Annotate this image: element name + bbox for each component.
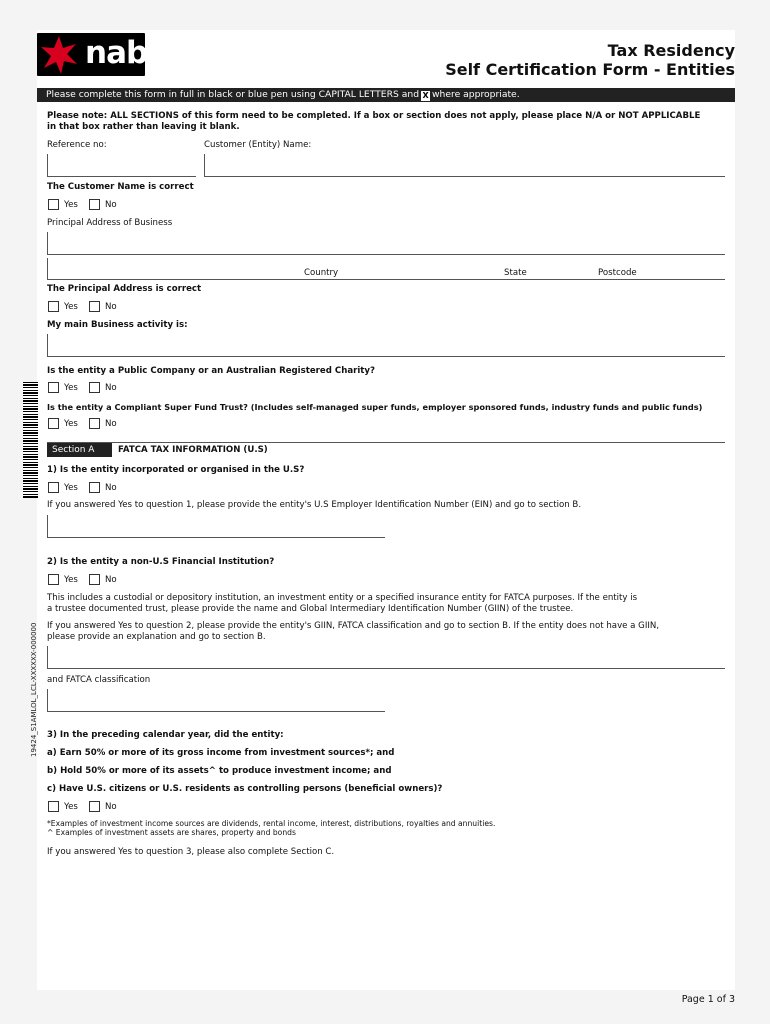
customer-name-no-checkbox[interactable]: [89, 199, 100, 210]
q2-followup-line-2: please provide an explanation and go to section B.: [47, 632, 266, 642]
state-label: State: [504, 268, 527, 278]
star-icon: [39, 35, 79, 75]
yes-label: Yes: [64, 383, 78, 393]
no-label: No: [105, 302, 117, 312]
instruction-banner: [37, 88, 735, 102]
principal-address-label: Principal Address of Business: [47, 218, 173, 228]
no-label: No: [105, 483, 117, 493]
page-number: Page 1 of 3: [681, 994, 735, 1005]
public-company-no-checkbox[interactable]: [89, 382, 100, 393]
note-line-1: Please note: ALL SECTIONS of this form need to be completed. If a box or section does not apply, please place N/A or NOT APPLICABLE: [47, 111, 701, 121]
question-1: 1) Is the entity incorporated or organised in the U.S?: [47, 465, 305, 475]
customer-name-correct-label: The Customer Name is correct: [47, 182, 194, 192]
q2-yes-checkbox[interactable]: [48, 574, 59, 585]
form-title: Tax Residency: [607, 41, 735, 60]
customer-name-yes-checkbox[interactable]: [48, 199, 59, 210]
q2-info-line-1: This includes a custodial or depository institution, an investment entity or a specified insurance entity for FATCA purposes. If the entity is: [47, 593, 638, 603]
yes-label: Yes: [64, 483, 78, 493]
yes-label: Yes: [64, 419, 78, 429]
banner-text: Please complete this form in full in black or blue pen using CAPITAL LETTERS and: [46, 89, 420, 100]
note-line-2: in that box rather than leaving it blank.: [47, 122, 240, 132]
q3-no-checkbox[interactable]: [89, 801, 100, 812]
public-company-question: Is the entity a Public Company or an Australian Registered Charity?: [47, 366, 375, 376]
no-label: No: [105, 575, 117, 585]
q1-followup-text: If you answered Yes to question 1, please provide the entity's U.S Employer Identification Number (EIN) and go to section B.: [47, 500, 582, 510]
giin-field[interactable]: [47, 646, 725, 669]
business-activity-label: My main Business activity is:: [47, 320, 188, 330]
section-a-label: Section A: [47, 443, 112, 457]
barcode: [23, 382, 38, 498]
public-company-yes-checkbox[interactable]: [48, 382, 59, 393]
form-subtitle: Self Certification Form - Entities: [445, 60, 735, 79]
yes-label: Yes: [64, 802, 78, 812]
customer-name-label: Customer (Entity) Name:: [204, 140, 312, 150]
question-3b: b) Hold 50% or more of its assets^ to produce investment income; and: [47, 766, 392, 776]
reference-field[interactable]: [47, 154, 196, 177]
super-fund-no-checkbox[interactable]: [89, 418, 100, 429]
yes-label: Yes: [64, 200, 78, 210]
question-3a: a) Earn 50% or more of its gross income from investment sources*; and: [47, 748, 395, 758]
business-activity-field[interactable]: [47, 334, 725, 357]
question-3: 3) In the preceding calendar year, did the entity:: [47, 730, 284, 740]
q2-followup-line-1: If you answered Yes to question 2, please provide the entity's GIIN, FATCA classification and go to section B. If the entity does not have a GIIN,: [47, 621, 660, 631]
address-yes-checkbox[interactable]: [48, 301, 59, 312]
q1-yes-checkbox[interactable]: [48, 482, 59, 493]
q2-info-line-2: a trustee documented trust, please provide the name and Global Intermediary Identification Number (GIIN) of the trustee.: [47, 604, 574, 614]
no-label: No: [105, 802, 117, 812]
yes-label: Yes: [64, 302, 78, 312]
principal-address-correct-label: The Principal Address is correct: [47, 284, 202, 294]
super-fund-yes-checkbox[interactable]: [48, 418, 59, 429]
x-mark-icon: X: [422, 91, 429, 100]
no-label: No: [105, 383, 117, 393]
postcode-label: Postcode: [598, 268, 637, 278]
logo-text: nab: [85, 35, 148, 71]
q2-no-checkbox[interactable]: [89, 574, 100, 585]
fatca-classification-label: and FATCA classification: [47, 675, 151, 685]
footnote-1: *Examples of investment income sources are dividends, rental income, interest, distributions, royalties and annuities.: [47, 819, 496, 828]
side-form-code: 19424_S1AMLOL_LCL-XXXXXX-000000: [30, 622, 38, 757]
section-divider: [47, 442, 725, 443]
reference-label: Reference no:: [47, 140, 107, 150]
nab-logo: [37, 33, 148, 76]
principal-address-field[interactable]: [47, 232, 725, 255]
super-fund-question: Is the entity a Compliant Super Fund Trust? (Includes self-managed super funds, employer sponsored funds, industry funds and public funds): [47, 402, 703, 412]
q1-no-checkbox[interactable]: [89, 482, 100, 493]
address-no-checkbox[interactable]: [89, 301, 100, 312]
q3-followup-text: If you answered Yes to question 3, please also complete Section C.: [47, 847, 335, 857]
question-3c: c) Have U.S. citizens or U.S. residents as controlling persons (beneficial owners)?: [47, 784, 443, 794]
yes-label: Yes: [64, 575, 78, 585]
ein-field[interactable]: [47, 515, 385, 538]
footnote-2: ^ Examples of investment assets are shares, property and bonds: [47, 828, 296, 837]
customer-name-field[interactable]: [204, 154, 725, 177]
question-2: 2) Is the entity a non-U.S Financial Institution?: [47, 557, 275, 567]
country-label: Country: [304, 268, 339, 278]
banner-text-end: where appropriate.: [432, 89, 520, 100]
no-label: No: [105, 200, 117, 210]
fatca-classification-field[interactable]: [47, 689, 385, 712]
no-label: No: [105, 419, 117, 429]
q3-yes-checkbox[interactable]: [48, 801, 59, 812]
section-a-title: FATCA TAX INFORMATION (U.S): [118, 445, 268, 455]
